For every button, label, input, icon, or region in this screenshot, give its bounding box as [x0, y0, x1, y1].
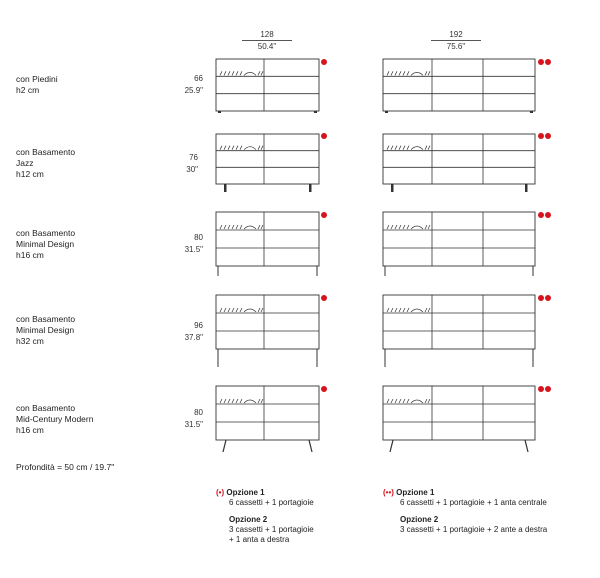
cabinet-body [216, 386, 319, 440]
jewelry-pattern [261, 308, 263, 312]
legend-title: Opzione 1 [396, 488, 435, 497]
jewelry-pattern [261, 146, 263, 150]
legend-desc: 6 cassetti + 1 portagioie [229, 498, 314, 507]
jewelry-pattern [258, 399, 260, 403]
legend-title: Opzione 2 [400, 515, 439, 524]
cabinet-body [383, 212, 535, 266]
row-label-line: Minimal Design [16, 239, 75, 249]
row-label-line: h16 cm [16, 425, 44, 435]
jewelry-pattern [428, 308, 430, 312]
row-label-line: con Basamento [16, 403, 76, 413]
jewelry-pattern [411, 72, 423, 75]
height-cm: 96 [194, 321, 203, 330]
cabinet-body [383, 59, 535, 111]
jewelry-pattern [261, 399, 263, 403]
jewelry-pattern [425, 146, 427, 150]
jewelry-pattern [220, 146, 242, 150]
jewelry-pattern [428, 399, 430, 403]
leg [223, 440, 226, 452]
legend-128 [216, 488, 314, 552]
legend-desc: 3 cassetti + 1 portagioie [229, 525, 314, 534]
jewelry-pattern [428, 225, 430, 229]
height-in: 25.9" [184, 86, 203, 95]
legend-desc: 3 cassetti + 1 portagioie + 2 ante a destra [400, 525, 548, 534]
leg [224, 184, 227, 192]
height-in: 30" [186, 165, 198, 174]
jewelry-pattern [220, 71, 242, 75]
legend-desc: 6 cassetti + 1 portagioie + 1 anta centrale [400, 498, 547, 507]
height-cm: 76 [189, 153, 198, 162]
height-cm: 66 [194, 74, 203, 83]
leg [309, 440, 312, 452]
jewelry-pattern [387, 146, 409, 150]
jewelry-pattern [220, 225, 242, 229]
cabinet-body [216, 134, 319, 184]
jewelry-pattern [425, 399, 427, 403]
column-width-cm: 192 [449, 30, 463, 39]
legend-title: Opzione 2 [229, 515, 268, 524]
jewelry-pattern [244, 72, 256, 75]
jewelry-pattern [244, 226, 256, 229]
row-label-line: con Basamento [16, 314, 76, 324]
jewelry-pattern [220, 308, 242, 312]
row-label-line: h12 cm [16, 169, 44, 179]
leg [390, 440, 393, 452]
legend-option-1 [216, 488, 314, 508]
row-label-line: h2 cm [16, 85, 40, 95]
row-label-line: con Basamento [16, 228, 76, 238]
foot [218, 111, 221, 113]
jewelry-pattern [258, 146, 260, 150]
jewelry-pattern [244, 147, 256, 150]
jewelry-pattern [387, 71, 409, 75]
legend-option-1 [383, 488, 547, 508]
jewelry-pattern [244, 400, 256, 403]
jewelry-pattern [425, 308, 427, 312]
jewelry-pattern [387, 399, 409, 403]
jewelry-pattern [261, 71, 263, 75]
foot [314, 111, 317, 113]
cabinet-body [383, 295, 535, 349]
jewelry-pattern [258, 308, 260, 312]
row-label-line: con Basamento [16, 147, 76, 157]
cabinet-body [216, 59, 319, 111]
jewelry-pattern [411, 147, 423, 150]
jewelry-pattern [411, 400, 423, 403]
cabinet-body [216, 212, 319, 266]
legend-option-2 [383, 515, 547, 535]
foot [385, 111, 388, 113]
jewelry-pattern [425, 225, 427, 229]
jewelry-pattern [428, 71, 430, 75]
row-label-line: con Piedini [16, 74, 58, 84]
leg [525, 440, 528, 452]
jewelry-pattern [261, 225, 263, 229]
legend-192 [383, 488, 547, 542]
height-in: 37.8" [184, 333, 203, 342]
jewelry-pattern [411, 226, 423, 229]
jewelry-pattern [387, 225, 409, 229]
column-width-in: 75.6" [446, 42, 466, 51]
height-in: 31.5" [184, 420, 203, 429]
legend-marker: (•) [216, 488, 225, 497]
legend-title: Opzione 1 [226, 488, 265, 497]
cabinet-body [216, 295, 319, 349]
leg [391, 184, 394, 192]
leg [525, 184, 528, 192]
jewelry-pattern [411, 309, 423, 312]
height-in: 31.5" [184, 245, 203, 254]
row-label-line: h16 cm [16, 250, 44, 260]
cabinet-body [383, 134, 535, 184]
legend-desc: + 1 anta a destra [229, 535, 290, 544]
legend-marker: (••) [383, 488, 394, 497]
jewelry-pattern [258, 71, 260, 75]
height-cm: 80 [194, 408, 203, 417]
cabinet-body [383, 386, 535, 440]
height-cm: 80 [194, 233, 203, 242]
foot [530, 111, 533, 113]
row-label-line: Mid-Century Modern [16, 414, 94, 424]
legend-option-2 [216, 515, 314, 545]
column-width-in: 50.4" [257, 42, 277, 51]
leg [309, 184, 312, 192]
row-label-line: h32 cm [16, 336, 44, 346]
row-label-line: Minimal Design [16, 325, 75, 335]
depth-note: Profondità = 50 cm / 19.7" [16, 462, 115, 472]
jewelry-pattern [425, 71, 427, 75]
jewelry-pattern [258, 225, 260, 229]
jewelry-pattern [387, 308, 409, 312]
row-label-line: Jazz [16, 158, 34, 168]
jewelry-pattern [220, 399, 242, 403]
jewelry-pattern [244, 309, 256, 312]
jewelry-pattern [428, 146, 430, 150]
column-width-cm: 128 [260, 30, 274, 39]
